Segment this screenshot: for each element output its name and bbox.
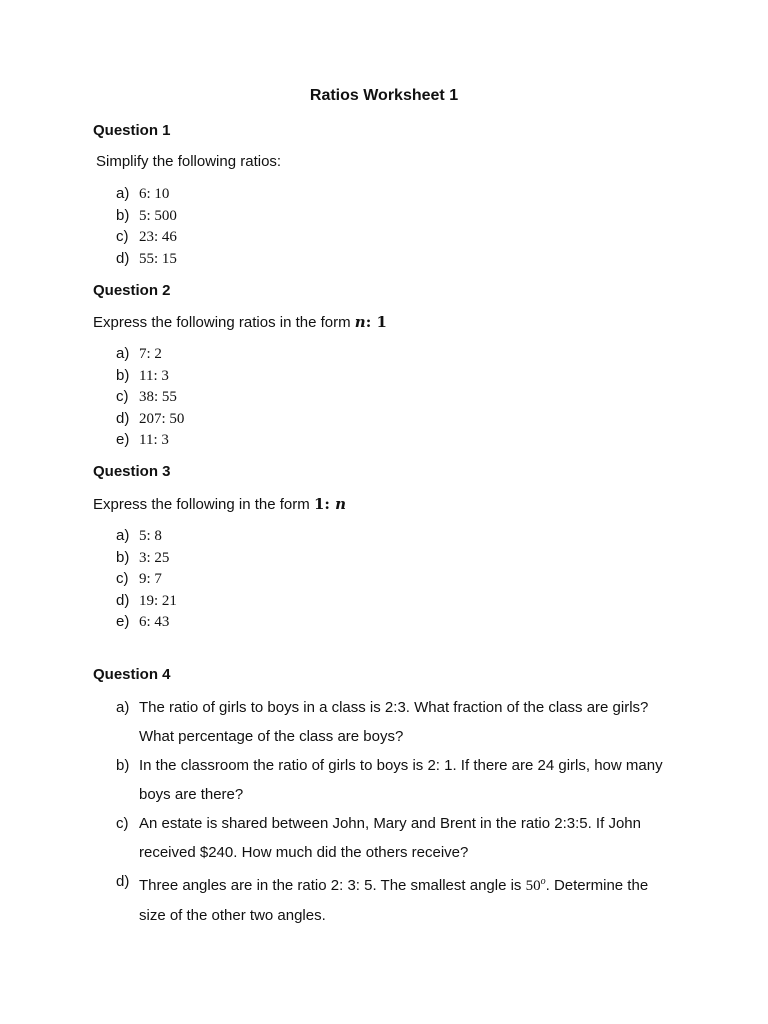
item-label: a) [116, 699, 130, 716]
item-text [139, 867, 676, 930]
list-item [116, 809, 676, 867]
question-3-instruction [93, 495, 346, 513]
question-2-instruction [93, 313, 387, 331]
list-item [116, 226, 177, 248]
item-ratio: 6: 43 [139, 614, 170, 630]
list-item [116, 248, 177, 270]
page-title: Ratios Worksheet 1 [309, 87, 459, 104]
question-2-heading: Question 2 [93, 282, 171, 299]
item-label: b) [116, 366, 130, 384]
list-item [116, 343, 184, 365]
item-label: a) [116, 527, 130, 544]
list-item [116, 365, 184, 387]
item-label: a) [116, 345, 130, 362]
list-item [116, 408, 184, 430]
instruction-text: Express the following in the form [93, 496, 314, 513]
question-1-list [116, 183, 177, 269]
form-expression [314, 495, 346, 513]
item-text: The ratio of girls to boys in a class is 2:3. What fraction of the class are girls? What percentage of the class are boys? [139, 699, 649, 745]
form-expression [355, 313, 387, 331]
list-item [116, 568, 177, 590]
item-label: c) [116, 570, 129, 587]
item-ratio: 5: 8 [139, 528, 162, 544]
item-label: c) [116, 388, 129, 405]
item-ratio: 6: 10 [139, 186, 170, 202]
item-label: c) [116, 228, 129, 245]
text-after: . Determine the size of the other two angles. [139, 877, 649, 924]
item-label: b) [116, 548, 130, 566]
item-ratio: 38: 55 [139, 389, 177, 405]
list-item [116, 183, 177, 205]
list-item [116, 867, 676, 930]
item-label: d) [116, 591, 130, 609]
list-item [116, 547, 177, 569]
item-label: b) [116, 206, 130, 224]
item-text: In the classroom the ratio of girls to boys is 2: 1. If there are 24 girls, how many boys are there? [139, 757, 663, 803]
question-1-heading: Question 1 [93, 122, 171, 139]
degree-symbol: o [540, 876, 546, 887]
question-3-list [116, 525, 177, 633]
list-item [116, 611, 177, 633]
form-term-a: 1 [313, 495, 325, 513]
list-item [116, 751, 676, 809]
item-label: d) [116, 249, 130, 267]
list-item [116, 590, 177, 612]
question-2-list [116, 343, 184, 451]
form-term-b: 1 [376, 313, 387, 331]
item-ratio: 11: 3 [139, 432, 169, 448]
item-ratio: 3: 25 [139, 549, 170, 566]
instruction-text: Express the following ratios in the form [93, 314, 355, 331]
item-ratio: 55: 15 [139, 250, 177, 267]
item-label: d) [116, 409, 130, 427]
item-ratio: 19: 21 [139, 592, 177, 609]
form-term-a: n [354, 313, 366, 331]
question-3-heading: Question 3 [93, 463, 171, 480]
item-text: An estate is shared between John, Mary and Brent in the ratio 2:3:5. If John received $240. How much did the others receive? [139, 815, 641, 861]
text-before: Three angles are in the ratio 2: 3: 5. The smallest angle is [139, 877, 526, 894]
item-label: b) [116, 757, 130, 774]
list-item [116, 429, 184, 451]
question-1-instruction: Simplify the following ratios: [96, 153, 282, 170]
question-4-list [116, 693, 676, 930]
list-item [116, 205, 177, 227]
list-item [116, 386, 184, 408]
item-ratio: 7: 2 [139, 346, 162, 362]
item-ratio: 9: 7 [139, 571, 162, 587]
item-label: a) [116, 185, 130, 202]
item-label: e) [116, 431, 130, 448]
list-item [116, 693, 676, 751]
form-term-b: n [335, 495, 347, 513]
item-ratio: 5: 500 [139, 207, 177, 224]
item-label: e) [116, 613, 130, 630]
item-ratio: 23: 46 [139, 229, 177, 245]
item-ratio: 11: 3 [139, 367, 169, 384]
angle-value: 50 [525, 878, 541, 894]
form-separator: : [365, 313, 377, 331]
item-label: d) [116, 873, 130, 890]
list-item [116, 525, 177, 547]
question-4-heading: Question 4 [93, 666, 171, 683]
item-label: c) [116, 815, 129, 832]
item-ratio: 207: 50 [139, 410, 185, 427]
form-separator: : [324, 495, 336, 513]
